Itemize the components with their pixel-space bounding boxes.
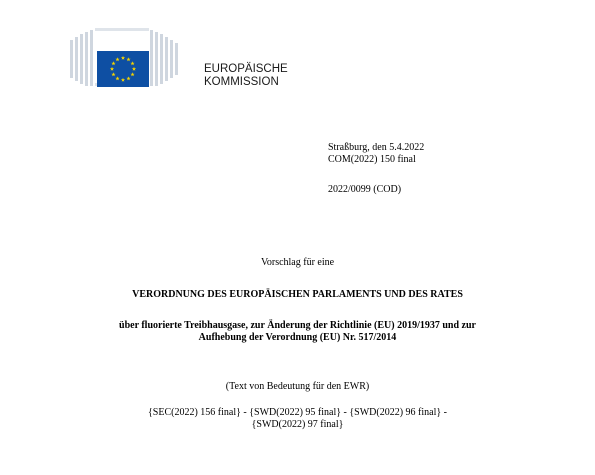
subtitle-line-1: über fluorierte Treibhausgase, zur Änderung der Richtlinie (EU) 2019/1937 und zur [119, 320, 476, 331]
place-date: Straßburg, den 5.4.2022 [328, 142, 425, 153]
european-commission-logo-icon [70, 24, 182, 90]
procedure-number: 2022/0099 (COD) [328, 184, 402, 195]
organization-name [204, 63, 288, 89]
com-number: COM(2022) 150 final [328, 154, 416, 165]
document-meta [328, 142, 424, 196]
subtitle-line-2: Aufhebung der Verordnung (EU) Nr. 517/2014 [198, 332, 397, 343]
document-title: VERORDNUNG DES EUROPÄISCHEN PARLAMENTS UND DES RATES [132, 289, 463, 300]
organization-name-line-2: KOMMISSION [204, 76, 279, 88]
references-line-1: {SEC(2022) 156 final} - {SWD(2022) 95 final} - {SWD(2022) 96 final} - [147, 407, 448, 418]
document-subtitle [0, 320, 595, 344]
eea-relevance-note: (Text von Bedeutung für den EWR) [225, 381, 370, 392]
organization-name-line-1: EUROPÄISCHE [204, 63, 288, 75]
document-references [0, 407, 595, 431]
proposal-intro: Vorschlag für eine [260, 257, 335, 268]
references-line-2: {SWD(2022) 97 final} [251, 419, 344, 430]
